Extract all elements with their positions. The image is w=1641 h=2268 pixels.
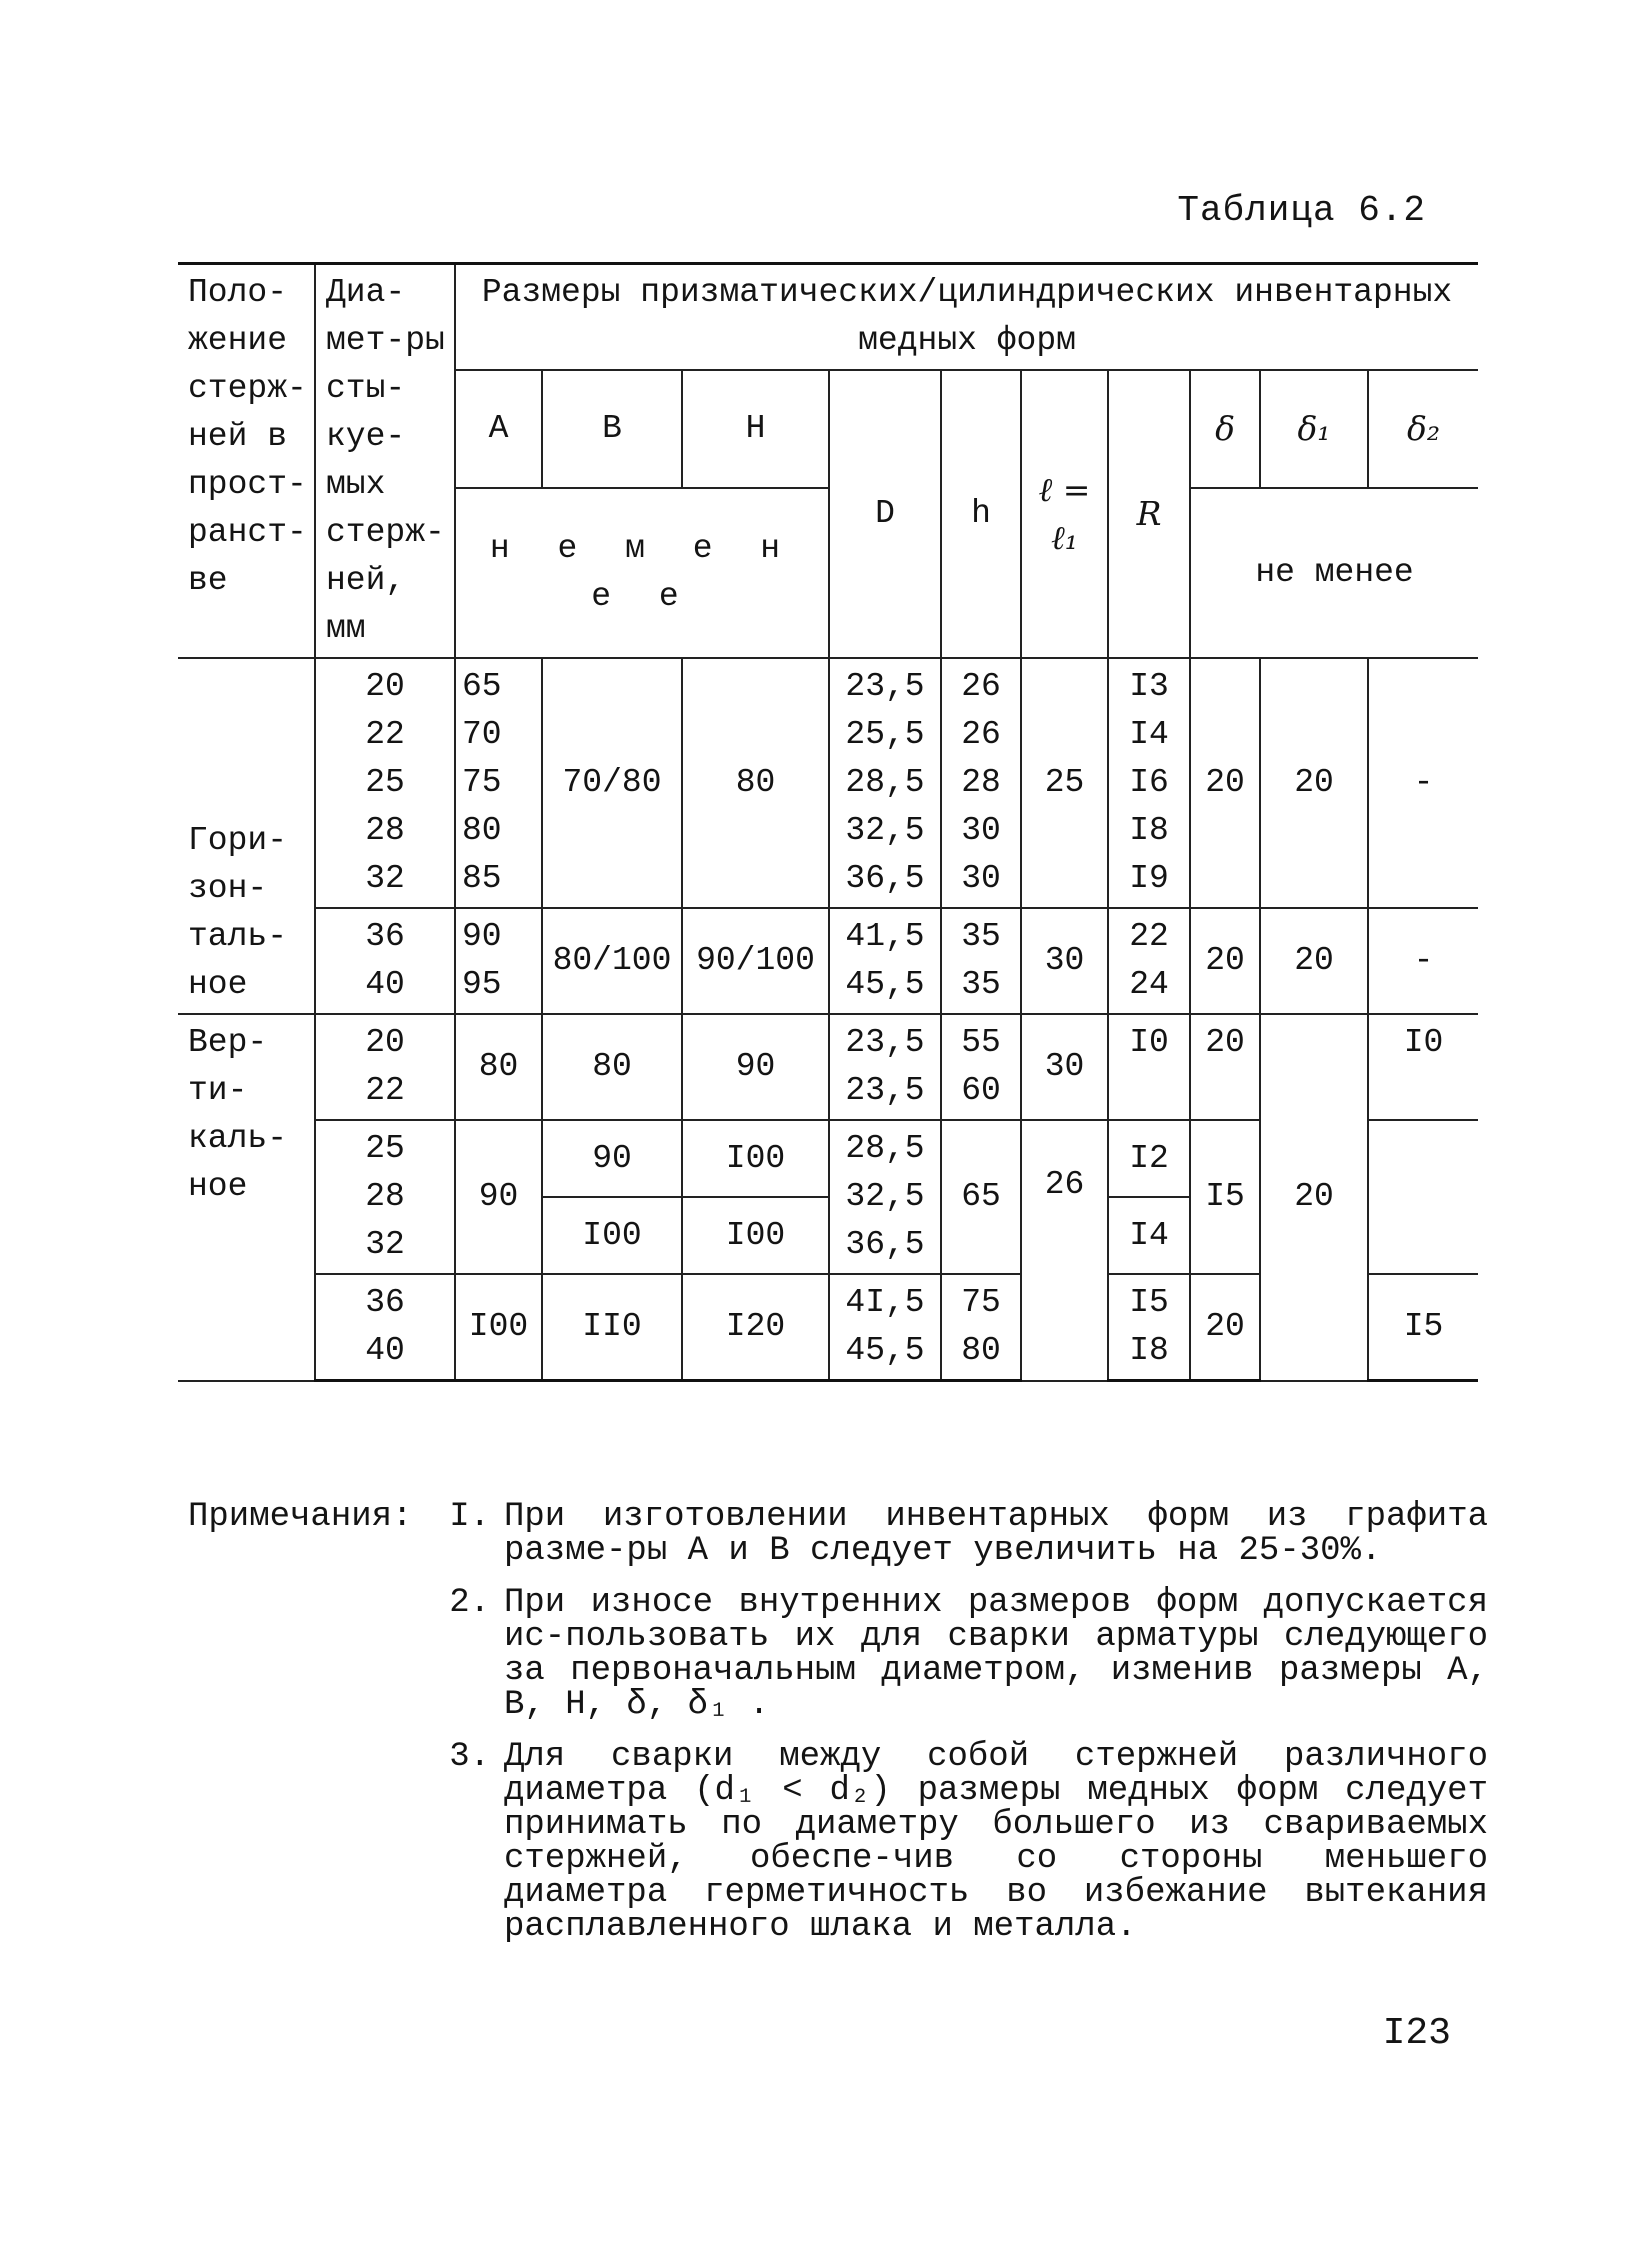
header-col-l: ℓ = ℓ₁ (1021, 370, 1108, 658)
table-row (178, 658, 1478, 908)
cell-h-small: 55 60 (941, 1014, 1021, 1120)
cell-r: I3 I4 I6 I8 I9 (1108, 658, 1190, 908)
header-col-h: H (682, 370, 829, 488)
header-col-delta: δ (1190, 370, 1260, 488)
cell-d: 4I,5 45,5 (829, 1274, 941, 1381)
note-number: 3. (449, 1738, 490, 1776)
note-number: 2. (449, 1584, 490, 1622)
cell-d: 41,5 45,5 (829, 908, 941, 1014)
cell-h-small: 65 (941, 1120, 1021, 1274)
cell-r: I2 (1108, 1120, 1190, 1197)
cell-delta: 20 (1190, 1274, 1260, 1381)
cell-delta1: 20 (1260, 1014, 1368, 1381)
note-3 (188, 1740, 1488, 1944)
cell-r: I4 (1108, 1197, 1190, 1274)
cell-delta2: - (1368, 908, 1478, 1014)
header-col-r: R (1108, 370, 1190, 658)
cell-b: 70/80 (542, 658, 682, 908)
cell-a: I00 (455, 1274, 542, 1381)
cell-delta1: 20 (1260, 658, 1368, 908)
table-container (178, 262, 1478, 1382)
cell-l: 30 (1021, 1014, 1108, 1120)
notes-section (188, 1500, 1488, 1962)
header-col-delta1: δ₁ (1260, 370, 1368, 488)
cell-diam: 25 28 32 (315, 1120, 455, 1274)
cell-a: 65 70 75 80 85 (455, 658, 542, 908)
cell-delta2-empty (1368, 1120, 1478, 1274)
cell-h: I20 (682, 1274, 829, 1381)
cell-delta1: 20 (1260, 908, 1368, 1014)
cell-r: I5 I8 (1108, 1274, 1190, 1381)
cell-delta2: I5 (1368, 1274, 1478, 1381)
cell-a: 90 95 (455, 908, 542, 1014)
table-caption: Таблица 6.2 (1177, 190, 1426, 231)
header-col-h-small: h (941, 370, 1021, 658)
header-col-b: B (542, 370, 682, 488)
cell-h: I00 (682, 1197, 829, 1274)
cell-h-small: 35 35 (941, 908, 1021, 1014)
cell-h: 90 (682, 1014, 829, 1120)
cell-delta: 20 (1190, 658, 1260, 908)
cell-diam: 20 22 (315, 1014, 455, 1120)
cell-b: II0 (542, 1274, 682, 1381)
cell-d: 23,5 23,5 (829, 1014, 941, 1120)
copper-forms-table (178, 262, 1478, 1382)
cell-delta: 20 (1190, 908, 1260, 1014)
cell-d: 28,5 32,5 36,5 (829, 1120, 941, 1274)
cell-diam: 20 22 25 28 32 (315, 658, 455, 908)
table-row (178, 908, 1478, 1014)
group-horizontal: Гори-зон-таль-ное (178, 658, 315, 1014)
header-row (178, 264, 1478, 371)
note-text: При износе внутренних размеров форм допускается ис-пользовать их для сварки арматуры следующего за первоначальным диаметром, изменив размеры А, В, Н, δ, δ₁ . (504, 1584, 1488, 1724)
cell-r: I0 (1108, 1014, 1190, 1120)
note-2 (188, 1586, 1488, 1722)
table-row (178, 1014, 1478, 1120)
cell-delta2: - (1368, 658, 1478, 908)
cell-a: 90 (455, 1120, 542, 1274)
note-number: I. (449, 1498, 490, 1536)
header-col-d: D (829, 370, 941, 658)
header-not-less-2: не менее (1190, 488, 1478, 658)
cell-l: 26 (1021, 1120, 1108, 1381)
cell-h: 90/100 (682, 908, 829, 1014)
header-not-less-1: н е м е н е е (455, 488, 829, 658)
cell-a: 80 (455, 1014, 542, 1120)
cell-d: 23,5 25,5 28,5 32,5 36,5 (829, 658, 941, 908)
cell-r: 22 24 (1108, 908, 1190, 1014)
cell-b: 80/100 (542, 908, 682, 1014)
cell-delta2: I0 (1368, 1014, 1478, 1120)
cell-b: 90 (542, 1120, 682, 1197)
cell-b: I00 (542, 1197, 682, 1274)
cell-l: 25 (1021, 658, 1108, 908)
cell-diam: 36 40 (315, 1274, 455, 1381)
cell-l: 30 (1021, 908, 1108, 1014)
header-col-delta2: δ₂ (1368, 370, 1478, 488)
note-text: При изготовлении инвентарных форм из графита разме-ры А и В следует увеличить на 25-30%. (504, 1498, 1488, 1570)
cell-h: I00 (682, 1120, 829, 1197)
header-sizes-title: Размеры призматических/цилиндрических инвентарных медных форм (455, 264, 1478, 371)
notes-label: Примечания: (188, 1498, 413, 1536)
header-col-a: A (455, 370, 542, 488)
header-position: Поло-жение стерж-ней в прост-ранст-ве (178, 264, 315, 659)
cell-h-small: 26 26 28 30 30 (941, 658, 1021, 908)
note-1 (188, 1500, 1488, 1568)
page-number: I23 (1382, 2012, 1451, 2055)
note-text: Для сварки между собой стержней различного диаметра (d₁ < d₂) размеры медных форм следует принимать по диаметру большего из свариваемых стержней, обеспе-чив со стороны меньшего диаметра герметичность во избежание вытекания расплавленного шлака и металла. (504, 1738, 1488, 1946)
cell-delta: I5 (1190, 1120, 1260, 1274)
cell-diam: 36 40 (315, 908, 455, 1014)
group-vertical: Вер-ти-каль-ное (178, 1014, 315, 1381)
cell-h-small: 75 80 (941, 1274, 1021, 1381)
cell-delta: 20 (1190, 1014, 1260, 1120)
cell-h: 80 (682, 658, 829, 908)
cell-b: 80 (542, 1014, 682, 1120)
header-diameter: Диа-мет-ры сты-куе-мых стерж-ней, мм (315, 264, 455, 659)
